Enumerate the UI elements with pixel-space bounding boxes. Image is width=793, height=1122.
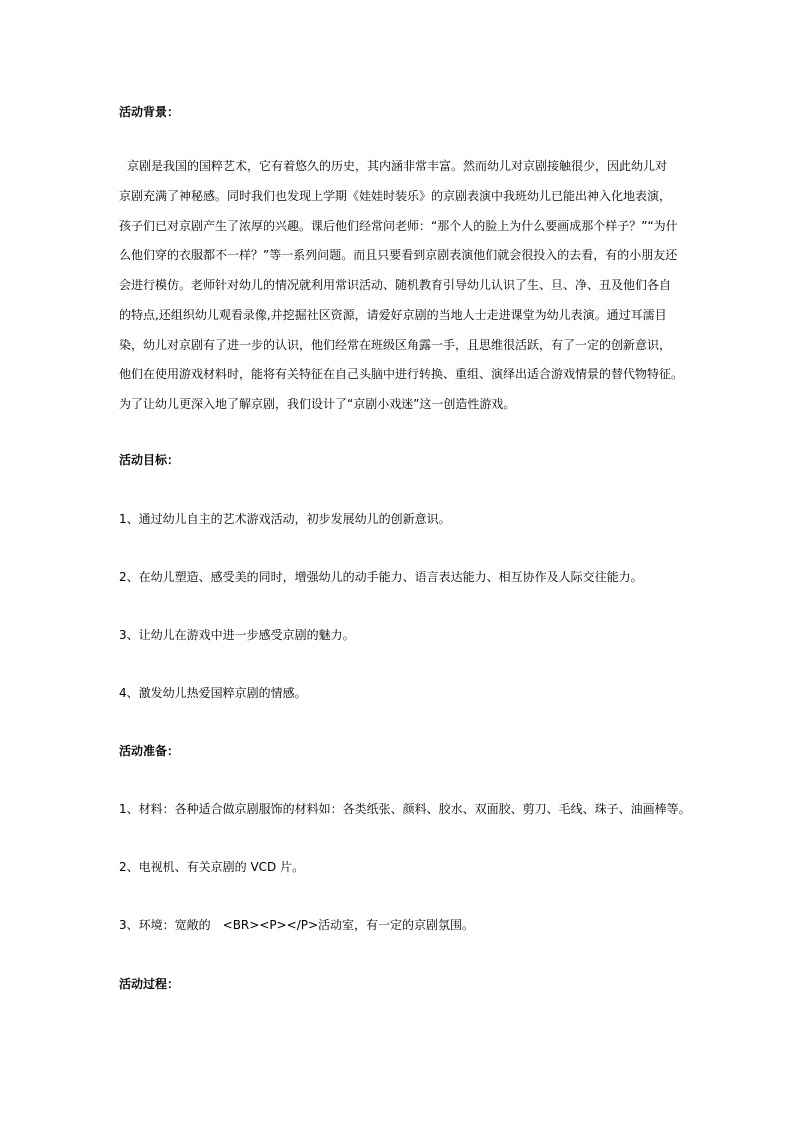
background-line: 孩子们已对京剧产生了浓厚的兴趣。课后他们经常问老师：“那个人的脸上为什么要画成那个样子？”“为什 (119, 219, 678, 233)
background-line: 会进行模仿。老师针对幼儿的情况就利用常识活动、随机教育引导幼儿认识了生、旦、净、丑及他们各自 (119, 278, 672, 292)
preparation-item: 2、电视机、有关京剧的 VCD 片。 (119, 860, 305, 874)
goal-item: 3、让幼儿在游戏中进一步感受京剧的魅力。 (119, 628, 355, 642)
background-paragraph (119, 158, 684, 418)
goals-heading: 活动目标： (119, 453, 180, 467)
preparation-heading: 活动准备： (119, 744, 180, 758)
goal-item: 1、通过幼儿自主的艺术游戏活动，初步发展幼儿的创新意识。 (119, 512, 451, 526)
background-heading: 活动背景： (119, 105, 180, 119)
background-line: 京剧充满了神秘感。同时我们也发现上学期《娃娃时装乐》的京剧表演中我班幼儿已能出神入化地表演， (119, 189, 672, 203)
process-heading: 活动过程： (119, 977, 180, 991)
background-line: 染，幼儿对京剧有了进一步的认识，他们经常在班级区角露一手，且思维很活跃，有了一定的创新意识， (119, 338, 672, 352)
background-line: 京剧是我国的国粹艺术，它有着悠久的历史，其内涵非常丰富。然而幼儿对京剧接触很少，因此幼儿对 (127, 159, 668, 173)
preparation-item: 1、材料：各种适合做京剧服饰的材料如：各类纸张、颜料、胶水、双面胶、剪刀、毛线、珠子、油画棒等。 (119, 802, 691, 816)
background-line: 么他们穿的衣服都不一样？”等一系列问题。而且只要看到京剧表演他们就会很投入的去看，有的小朋友还 (119, 248, 678, 262)
background-line: 为了让幼儿更深入地了解京剧，我们设计了“京剧小戏迷”这一创造性游戏。 (119, 397, 516, 411)
background-line: 的特点,还组织幼儿观看录像,并挖掘社区资源，请爱好京剧的当地人士走进课堂为幼儿表演。通过耳濡目 (119, 308, 667, 322)
goal-item: 4、激发幼儿热爱国粹京剧的情感。 (119, 686, 307, 700)
preparation-item: 3、环境：宽敞的 <BR><P></P>活动室，有一定的京剧氛围。 (119, 918, 475, 932)
background-line: 他们在使用游戏材料时，能将有关特征在自己头脑中进行转换、重组、演绎出适合游戏情景的替代物特征。 (119, 367, 684, 381)
goal-item: 2、在幼儿塑造、感受美的同时，增强幼儿的动手能力、语言表达能力、相互协作及人际交往能力。 (119, 570, 643, 584)
